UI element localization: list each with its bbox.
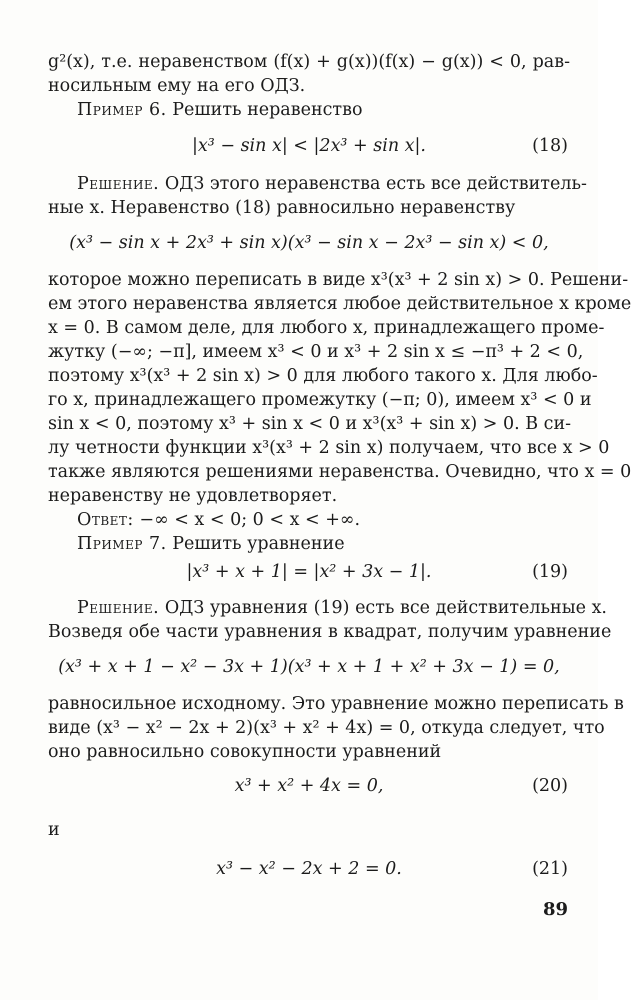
solution-7-heading [77, 596, 607, 620]
solution-6-heading [77, 172, 587, 196]
example-6-heading [77, 98, 570, 122]
text-line-6: которое можно переписать в виде x³(x³ + 2 sin x) > 0. Решени- [48, 270, 629, 290]
text-line-13: лу четности функции x³(x³ + 2 sin x) получаем, что все x > 0 [48, 438, 610, 458]
formula-21 [48, 856, 570, 882]
text-line-12: sin x < 0, поэтому x³ + sin x < 0 и x³(x³ + sin x) > 0. В си- [48, 414, 572, 434]
formula-18-expr: |x³ − sin x| < |2x³ + sin x|. [192, 136, 426, 156]
formula-19-number: (19) [532, 562, 568, 582]
example-7-label: Пример 7. [77, 534, 167, 554]
text-line-8: x = 0. В самом деле, для любого x, принадлежащего проме- [48, 318, 605, 338]
answer-text: −∞ < x < 0; 0 < x < +∞. [133, 510, 361, 530]
formula-b [48, 654, 570, 680]
answer-label: Ответ: [77, 510, 134, 530]
formula-a-expr: (x³ − sin x + 2x³ + sin x)(x³ − sin x − 2x³ − sin x) < 0, [69, 233, 549, 253]
formula-a [48, 230, 570, 256]
formula-b-expr: (x³ + x + 1 − x² − 3x + 1)(x³ + x + 1 + x² + 3x − 1) = 0, [58, 657, 560, 677]
formula-20 [48, 773, 570, 799]
text-line-7: ем этого неравенства является любое действительное x кроме [48, 294, 631, 314]
solution-6-text: ОДЗ этого неравенства есть все действитель- [159, 174, 587, 194]
answer-line [77, 508, 570, 532]
formula-21-expr: x³ − x² − 2x + 2 = 0. [216, 859, 402, 879]
solution-7-text: ОДЗ уравнения (19) есть все действительные x. [159, 598, 607, 618]
formula-19 [48, 559, 570, 585]
text-line-5: ные x. Неравенство (18) равносильно неравенству [48, 198, 516, 218]
example-6-label: Пример 6. [77, 100, 167, 120]
example-7-heading [77, 532, 570, 556]
formula-18 [48, 133, 570, 159]
formula-21-number: (21) [532, 859, 568, 879]
text-line-23: и [48, 820, 60, 840]
formula-18-number: (18) [532, 136, 568, 156]
text-line-10: поэтому x³(x³ + 2 sin x) > 0 для любого такого x. Для любо- [48, 366, 598, 386]
formula-20-number: (20) [532, 776, 568, 796]
text-line-15: неравенству не удовлетворяет. [48, 486, 338, 506]
solution-6-label: Решение. [77, 174, 160, 194]
text-line-21: виде (x³ − x² − 2x + 2)(x³ + x² + 4x) = 0, откуда следует, что [48, 718, 605, 738]
text-line-20: равносильное исходному. Это уравнение можно переписать в [48, 694, 624, 714]
text-line-9: жутку (−∞; −π], имеем x³ < 0 и x³ + 2 sin x ≤ −π³ + 2 < 0, [48, 342, 584, 362]
example-6-text: Решить неравенство [166, 100, 363, 120]
text-line-2: носильным ему на его ОДЗ. [48, 76, 306, 96]
formula-19-expr: |x³ + x + 1| = |x² + 3x − 1|. [186, 562, 432, 582]
text-line-1: g²(x), т.е. неравенством (f(x) + g(x))(f(x) − g(x)) < 0, рав- [48, 52, 570, 72]
text-line-14: также являются решениями неравенства. Очевидно, что x = 0 [48, 462, 631, 482]
example-7-text: Решить уравнение [166, 534, 345, 554]
text-line-22: оно равносильно совокупности уравнений [48, 742, 442, 762]
solution-7-label: Решение. [77, 598, 160, 618]
formula-20-expr: x³ + x² + 4x = 0, [234, 776, 384, 796]
text-line-19: Возведя обе части уравнения в квадрат, получим уравнение [48, 622, 612, 642]
page-number: 89 [542, 899, 568, 920]
text-line-11: го x, принадлежащего промежутку (−π; 0), имеем x³ < 0 и [48, 390, 592, 410]
